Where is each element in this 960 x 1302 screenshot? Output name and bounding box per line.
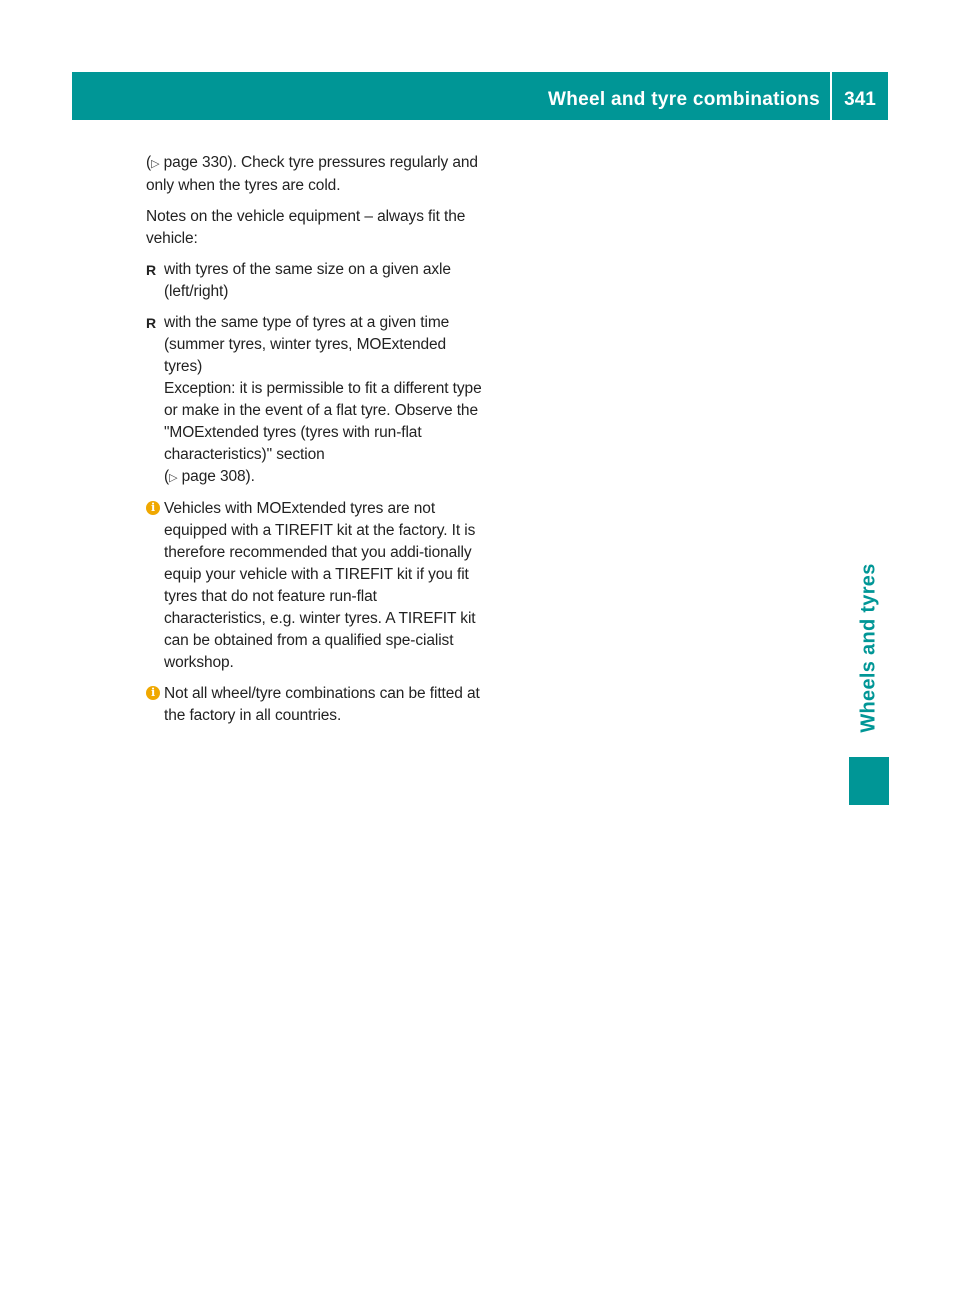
list-item-text: with tyres of the same size on a given axle (left/right) xyxy=(164,261,451,300)
list-item xyxy=(146,312,482,489)
info-icon: i xyxy=(146,686,160,700)
chapter-marker xyxy=(849,757,889,805)
bullet-icon: R xyxy=(146,315,157,331)
page-ref-arrow-icon: ▷ xyxy=(169,472,178,484)
intro-paragraph: (▷ page 330). Check tyre pressures regularly and only when the tyres are cold. xyxy=(146,154,478,194)
page-header xyxy=(72,72,888,120)
section-title: Wheel and tyre combinations xyxy=(547,89,820,110)
notes-heading: Notes on the vehicle equipment – always fit the vehicle: xyxy=(146,208,466,247)
page-ref-link[interactable]: page 308 xyxy=(181,468,246,485)
page-ref-link[interactable]: page 330 xyxy=(163,154,228,171)
page-ref-arrow-icon: ▷ xyxy=(151,158,160,170)
info-note-text: Vehicles with MOExtended tyres are not equipped with a TIREFIT kit at the factory. It is therefore recommended that you addi-tionally equip your vehicle with a TIREFIT kit if you fit tyres that do not feature run-flat characteristics, e.g. winter tyres. A TIREFIT kit can be obtained from a qualified spe-cialist workshop. xyxy=(164,500,476,671)
info-note xyxy=(146,498,482,674)
exception-paragraph: Exception: it is permissible to fit a different type or make in the event of a flat tyre. Observe the "MOExtended tyres (tyres with run-flat characteristics)" section (▷ page 308). xyxy=(164,380,482,485)
info-icon: i xyxy=(146,501,160,515)
chapter-tab[interactable] xyxy=(849,548,889,748)
info-note-text: Not all wheel/tyre combinations can be fitted at the factory in all countries. xyxy=(164,685,480,724)
page-number: 341 xyxy=(844,89,876,110)
list-item xyxy=(146,259,482,303)
main-content xyxy=(146,152,482,736)
list-item-text: with the same type of tyres at a given time (summer tyres, winter tyres, MOExtended tyres) xyxy=(164,314,450,375)
intro-text: ). Check tyre pressures regularly and only when the tyres are cold. xyxy=(146,154,478,194)
exception-text: Exception: it is permissible to fit a different type or make in the event of a flat tyre. Observe the "MOExtended tyres (tyres with run-flat characteristics)" section xyxy=(164,380,482,463)
chapter-tab-label: Wheels and tyres xyxy=(857,563,880,733)
info-note xyxy=(146,683,482,727)
bullet-icon: R xyxy=(146,262,157,278)
